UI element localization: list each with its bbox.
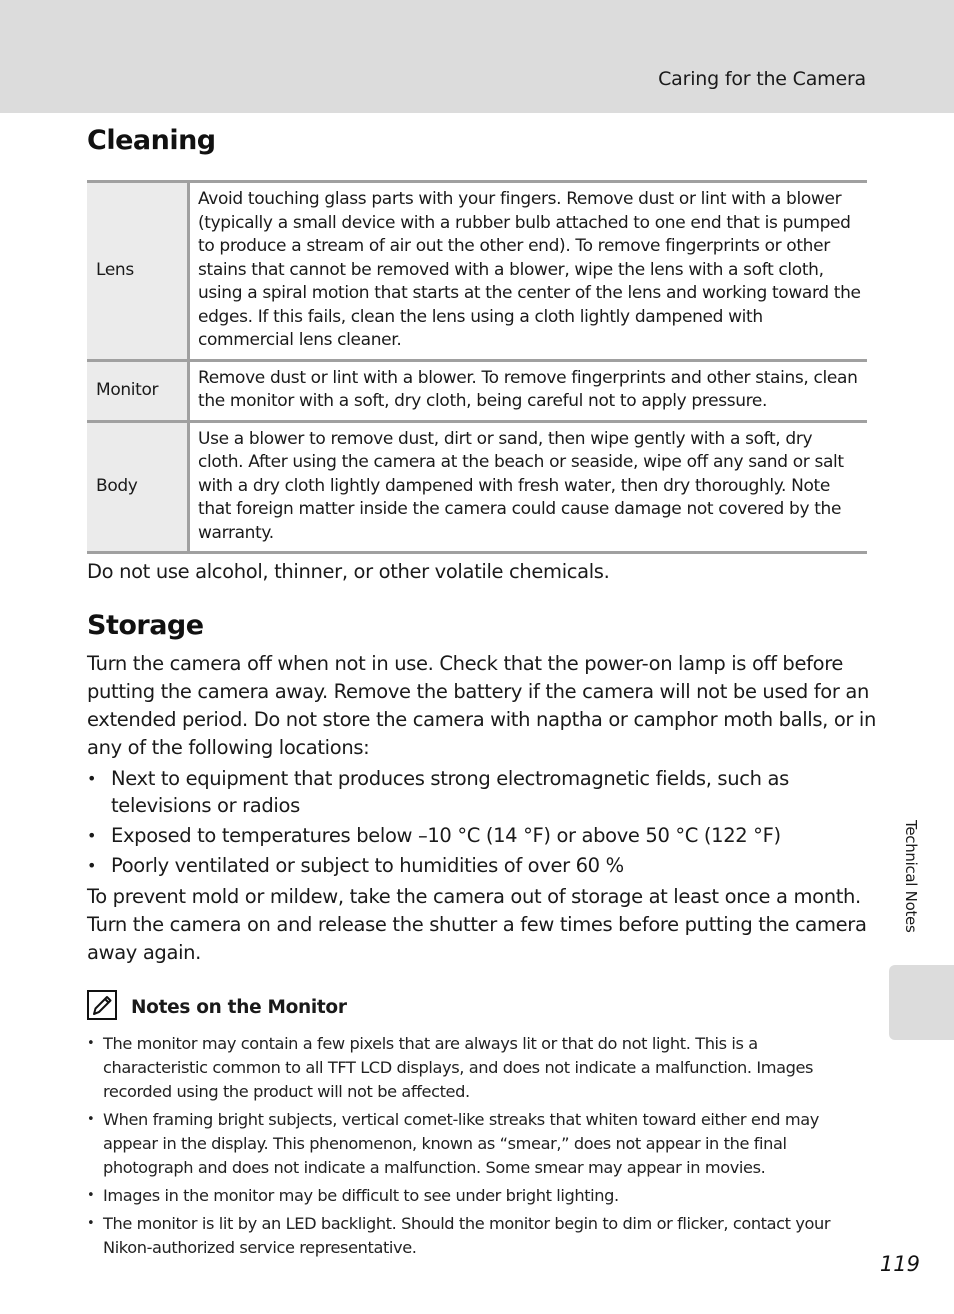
page-number: 119 (879, 1252, 920, 1276)
row-label-body: Body (87, 421, 189, 553)
list-item-text: Next to equipment that produces strong electromagnetic fields, such as televisions or radios (111, 767, 789, 817)
list-item (87, 852, 877, 879)
row-label-monitor: Monitor (87, 360, 189, 421)
storage-intro: Turn the camera off when not in use. Check that the power-on lamp is off before putting the camera away. Remove the battery if the camera will not be used for an extended period. Do not store the camera with naptha or camphor moth balls, or in any of the following locations: (87, 652, 877, 759)
list-item-text: Exposed to temperatures below –10 °C (14 °F) or above 50 °C (122 °F) (111, 824, 781, 847)
list-item-text: The monitor is lit by an LED backlight. Should the monitor begin to dim or flicker, contact your Nikon-authorized service representative. (103, 1214, 831, 1257)
list-item (87, 1184, 867, 1208)
header-band (0, 0, 954, 113)
list-item-text: Poorly ventilated or subject to humidities of over 60 % (111, 854, 624, 877)
cleaning-table (87, 180, 867, 554)
storage-heading: Storage (87, 610, 204, 641)
bullet-icon: • (87, 1216, 95, 1231)
list-item (87, 822, 877, 849)
bullet-icon: • (87, 1188, 95, 1203)
bullet-icon: • (87, 856, 97, 875)
notes-list (87, 1032, 867, 1264)
list-item (87, 765, 877, 819)
table-row (87, 421, 867, 553)
row-text-body: Use a blower to remove dust, dirt or sand, then wipe gently with a soft, dry cloth. After using the camera at the beach or seaside, wipe off any sand or salt with a dry cloth lightly dampened with fresh water, then dry thoroughly. Note that foreign matter inside the camera could cause damage not covered by the warranty. (189, 421, 868, 553)
bullet-icon: • (87, 1112, 95, 1127)
cleaning-heading: Cleaning (87, 125, 216, 156)
table-row (87, 182, 867, 361)
pencil-icon (87, 990, 117, 1020)
table-row (87, 360, 867, 421)
storage-bullet-list (87, 765, 877, 879)
bullet-icon: • (87, 1036, 95, 1051)
side-tab-label: Technical Notes (902, 820, 920, 933)
side-tab[interactable] (889, 965, 954, 1040)
bullet-icon: • (87, 769, 97, 788)
bullet-icon: • (87, 826, 97, 845)
storage-outro: To prevent mold or mildew, take the camera out of storage at least once a month. Turn the camera on and release the shutter a few times before putting the camera away again. (87, 885, 867, 964)
list-item-text: The monitor may contain a few pixels that are always lit or that do not light. This is a characteristic common to all TFT LCD displays, and does not indicate a malfunction. Images recorded using the product will not be affected. (103, 1034, 814, 1101)
list-item (87, 1108, 867, 1180)
notes-title: Notes on the Monitor (131, 997, 347, 1018)
list-item (87, 1032, 867, 1104)
storage-section (87, 650, 877, 967)
row-text-monitor: Remove dust or lint with a blower. To remove fingerprints and other stains, clean the monitor with a soft, dry cloth, being careful not to apply pressure. (189, 360, 868, 421)
list-item-text: Images in the monitor may be difficult to see under bright lighting. (103, 1186, 619, 1205)
cleaning-warning: Do not use alcohol, thinner, or other volatile chemicals. (87, 560, 610, 583)
list-item-text: When framing bright subjects, vertical comet-like streaks that whiten toward either end may appear in the display. This phenomenon, known as “smear,” does not appear in the final photograph and does not indicate a malfunction. Some smear may appear in movies. (103, 1110, 819, 1177)
row-label-lens: Lens (87, 182, 189, 361)
row-text-lens: Avoid touching glass parts with your fingers. Remove dust or lint with a blower (typically a small device with a rubber bulb attached to one end that is pumped to produce a stream of air out the other end). To remove fingerprints or other stains that cannot be removed with a blower, wipe the lens with a soft cloth, using a spiral motion that starts at the center of the lens and working toward the edges. If this fails, clean the lens using a cloth lightly dampened with commercial lens cleaner. (198, 189, 861, 350)
list-item (87, 1212, 867, 1260)
running-head: Caring for the Camera (658, 68, 866, 90)
